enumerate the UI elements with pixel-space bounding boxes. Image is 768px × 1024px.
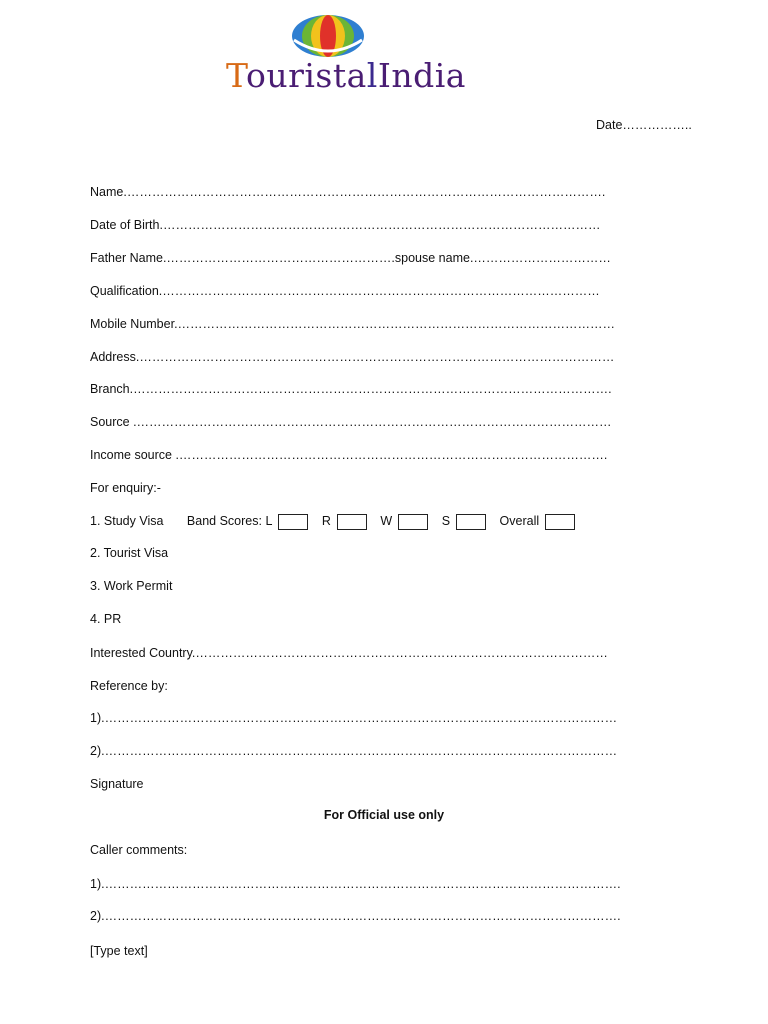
mobile-number-field[interactable]: Mobile Number.…………………………………………………………………………………………… [90, 317, 616, 331]
score-overall-box[interactable] [545, 514, 575, 530]
dob-field[interactable]: Date of Birth.…………………………………………………………………………………………… [90, 218, 601, 232]
name-field[interactable]: Name.……………………………………………………………………………………………………. [90, 185, 606, 199]
study-visa-option[interactable]: 1. Study Visa [90, 514, 164, 528]
income-source-field[interactable]: Income source .…………………………………………………………………………………………. [90, 448, 608, 462]
address-field[interactable]: Address.…………………………………………………………………………………………………… [90, 350, 615, 364]
signature-label: Signature [90, 777, 144, 791]
work-permit-option[interactable]: 3. Work Permit [90, 579, 173, 593]
caller-comment-1-field[interactable]: 1).……………………………………………………………………………………………………………. [90, 877, 621, 891]
score-r-label: R [321, 514, 331, 528]
score-l-label: L [265, 514, 273, 528]
score-l-box[interactable] [278, 514, 308, 530]
reference-1-field[interactable]: 1).…………………………………………………………………………………………………………… [90, 711, 618, 725]
band-scores-label: Band Scores: [186, 514, 262, 528]
score-overall-label: Overall [499, 514, 540, 528]
study-visa-row [90, 513, 585, 530]
source-field[interactable]: Source .…………………………………………………………………………………………………… [90, 415, 612, 429]
reference-2-field[interactable]: 2).…………………………………………………………………………………………………………… [90, 744, 618, 758]
father-spouse-field[interactable]: Father Name.……………………………………………….spouse name.…………………………… [90, 251, 611, 265]
enquiry-label: For enquiry:- [90, 481, 161, 495]
qualification-field[interactable]: Qualification.…………………………………………………………………………………………… [90, 284, 600, 298]
score-s-box[interactable] [456, 514, 486, 530]
score-w-label: W [380, 514, 393, 528]
reference-label: Reference by: [90, 679, 168, 693]
hot-air-balloon-icon [288, 14, 368, 62]
pr-option[interactable]: 4. PR [90, 612, 122, 626]
score-r-box[interactable] [337, 514, 367, 530]
touristal-india-logo [222, 14, 522, 98]
tourist-visa-option[interactable]: 2. Tourist Visa [90, 546, 169, 560]
score-w-box[interactable] [398, 514, 428, 530]
date-field[interactable]: Date…………….. [596, 118, 692, 132]
branch-field[interactable]: Branch.……………………………………………………………………………………………………. [90, 382, 612, 396]
caller-comments-label: Caller comments: [90, 843, 188, 857]
interested-country-field[interactable]: Interested Country.……………………………………………………………………………………… [90, 646, 608, 660]
score-s-label: S [441, 514, 451, 528]
type-text-placeholder[interactable]: [Type text] [90, 944, 148, 958]
official-use-heading: For Official use only [323, 808, 445, 822]
caller-comment-2-field[interactable]: 2).……………………………………………………………………………………………………………. [90, 909, 621, 923]
logo-wordmark: TouristalIndia [226, 56, 466, 95]
